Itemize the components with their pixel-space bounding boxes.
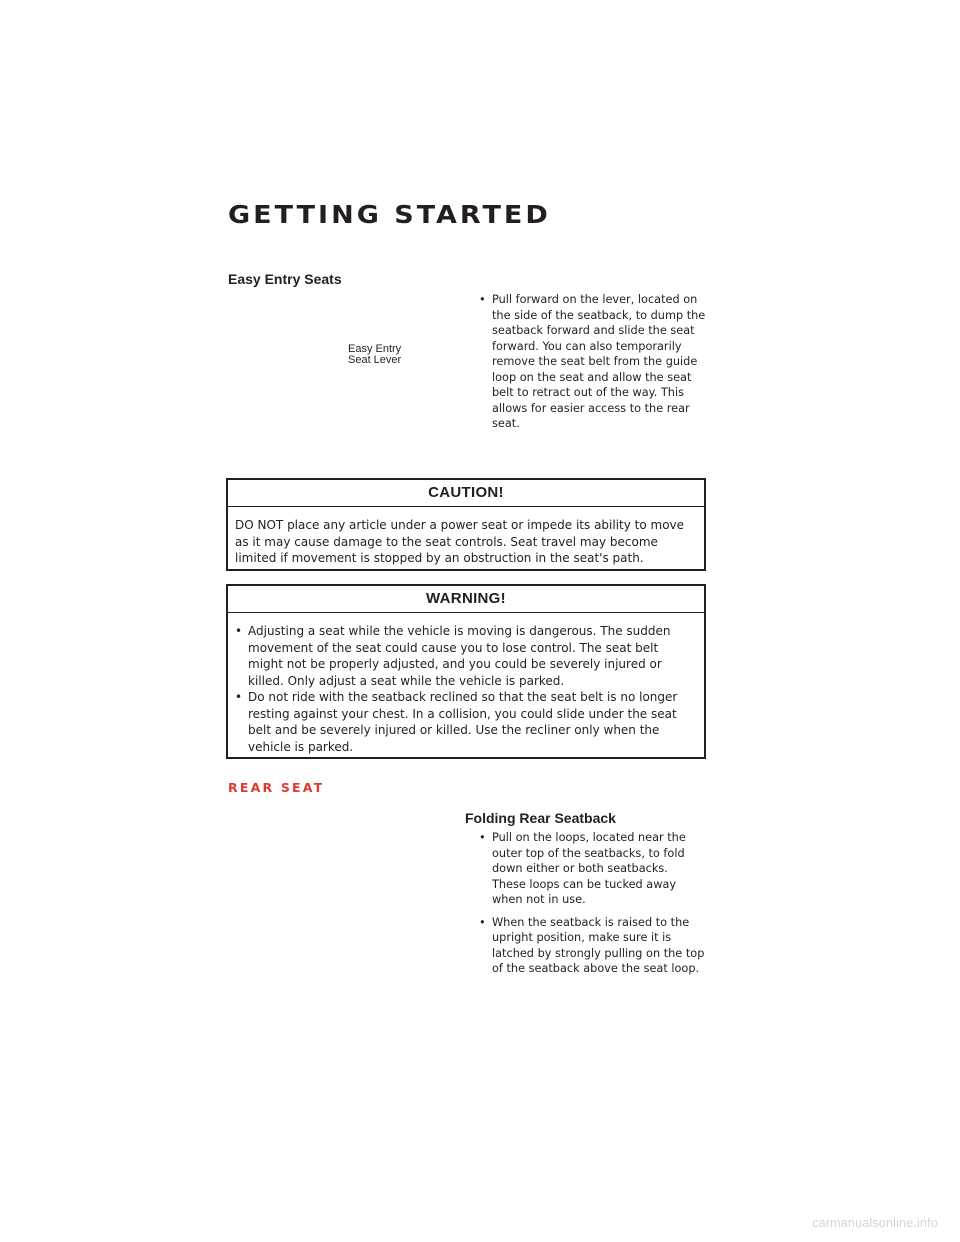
caution-box	[226, 478, 706, 571]
watermark: carmanualsonline.info	[812, 1216, 938, 1230]
easy-entry-image-label	[348, 344, 401, 366]
caution-body	[228, 507, 704, 567]
easy-entry-heading: Easy Entry Seats	[228, 271, 342, 287]
image-label-line: Easy Entry	[348, 343, 402, 355]
rear-seat-subheading: Folding Rear Seatback	[465, 810, 616, 826]
warning-body	[228, 613, 704, 755]
list-item: • Pull on the loops, located near the outer top of the seatbacks, to fold down either or both seatbacks. These loops can be tucked away when not in use.	[479, 830, 705, 908]
easy-entry-bullets	[479, 292, 713, 432]
warning-box	[226, 584, 706, 759]
rear-seat-title: REAR SEAT	[228, 780, 325, 795]
caution-text: DO NOT place any article under a power seat or impede its ability to move as it may cause damage to the seat controls. Seat travel may become limited if movement is stopped by an obstruction in the seat's path.	[235, 518, 685, 565]
list-item: • Do not ride with the seatback reclined so that the seat belt is no longer resting against your chest. In a collision, you could slide under the seat belt and be severely injured or killed. Use the recliner only when the vehicle is parked.	[235, 689, 696, 755]
list-item: • When the seatback is raised to the upright position, make sure it is latched by strongly pulling on the top of the seatback above the seat loop.	[479, 915, 705, 977]
list-item: • Pull forward on the lever, located on the side of the seatback, to dump the seatback forward and slide the seat forward. You can also temporarily remove the seat belt from the guide loop on the seat and allow the seat belt to retract out of the way. This allows for easier access to the rear seat.	[479, 292, 713, 432]
warning-bullets	[235, 623, 696, 755]
warning-title: WARNING!	[228, 586, 704, 613]
list-item: • Adjusting a seat while the vehicle is moving is dangerous. The sudden movement of the seat could cause you to lose control. The seat belt might not be properly adjusted, and you could be severely injured or killed. Only adjust a seat while the vehicle is parked.	[235, 623, 696, 689]
image-label-line: Seat Lever	[348, 354, 402, 366]
rear-seat-bullets	[479, 830, 705, 977]
caution-title: CAUTION!	[228, 480, 704, 507]
section-title: GETTING STARTED	[228, 201, 551, 230]
